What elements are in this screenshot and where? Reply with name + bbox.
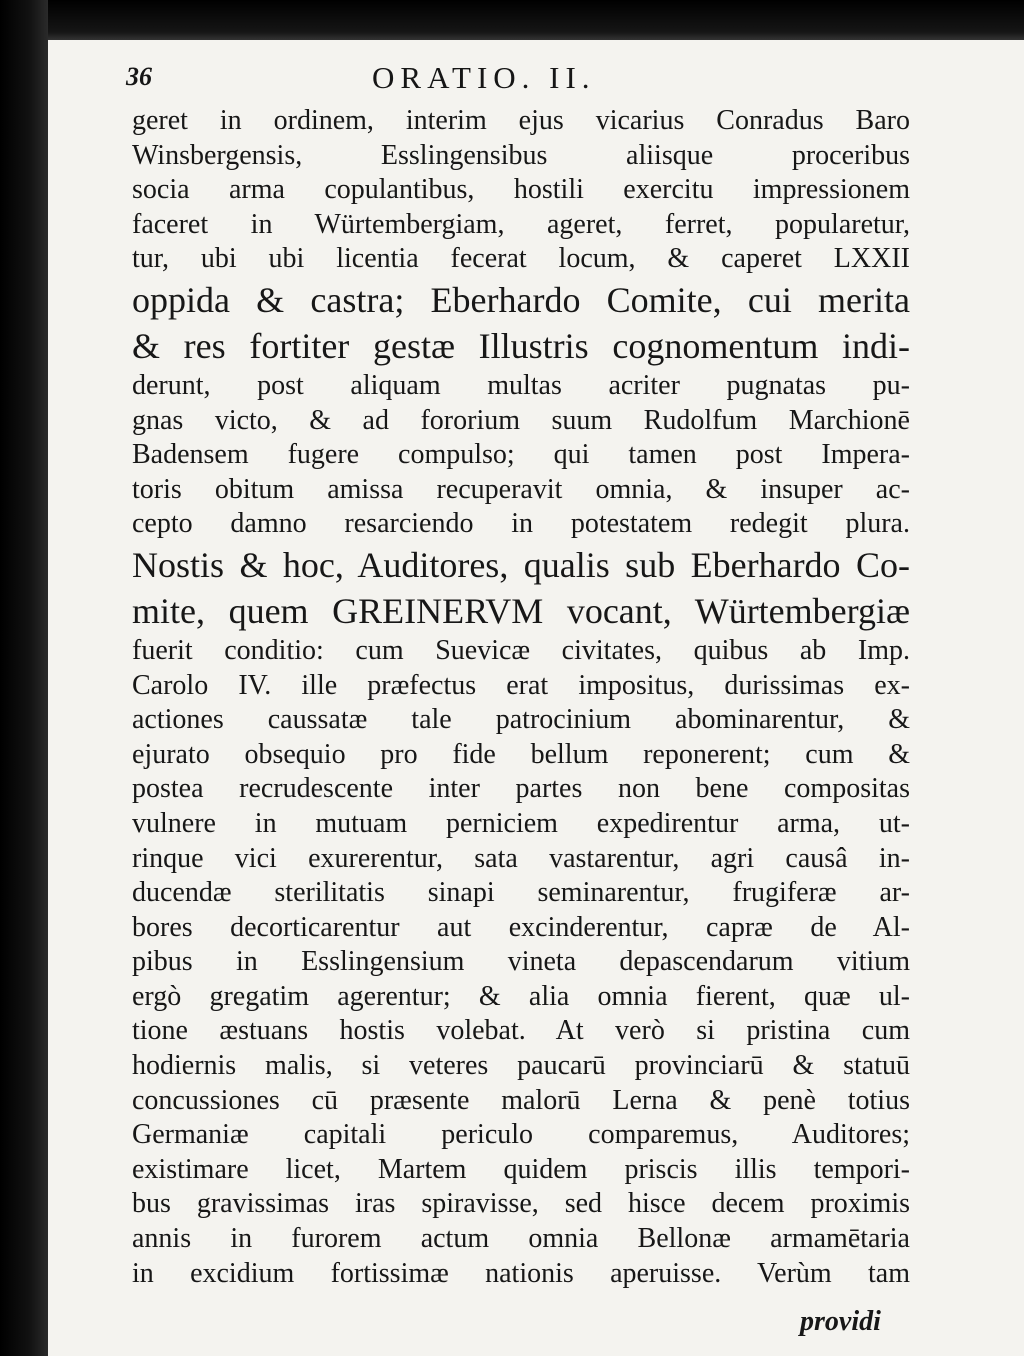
text-line: derunt, post aliquam multas acriter pugnatas pu- bbox=[132, 369, 910, 401]
text-line: vulnere in mutuam perniciem expedirentur arma, ut- bbox=[132, 807, 910, 839]
running-title: ORATIO. II. bbox=[372, 60, 596, 95]
text-line: ducendæ sterilitatis sinapi seminarentur, frugiferæ ar- bbox=[132, 877, 910, 909]
text-line: gnas victo, & ad fororium suum Rudolfum Marchionē bbox=[132, 404, 910, 436]
text-line: hodiernis malis, si veteres paucarū provinciarū & statuū bbox=[132, 1050, 910, 1082]
text-line: existimare licet, Martem quidem priscis illis tempori- bbox=[132, 1153, 910, 1185]
text-line: concussiones cū præsente malorū Lerna & penè totius bbox=[132, 1084, 910, 1116]
text-line: oppida & castra; Eberhardo Comite, cui merita bbox=[132, 279, 910, 320]
text-line: cepto damno resarciendo in potestatem redegit plura. bbox=[132, 508, 910, 540]
text-line: Nostis & hoc, Auditores, qualis sub Eberhardo Co- bbox=[132, 544, 910, 585]
text-line: fuerit conditio: cum Suevicæ civitates, quibus ab Imp. bbox=[132, 634, 910, 666]
text-line: & res fortiter gestæ Illustris cognomentum indi- bbox=[132, 325, 910, 366]
body-text bbox=[132, 104, 910, 1291]
text-line: actiones caussatæ tale patrocinium abominarentur, & bbox=[132, 704, 910, 736]
text-line: annis in furorem actum omnia Bellonæ armamētaria bbox=[132, 1223, 910, 1255]
text-line: tur, ubi ubi licentia fecerat locum, & caperet LXXII bbox=[132, 243, 910, 275]
text-line: geret in ordinem, interim ejus vicarius Conradus Baro bbox=[132, 105, 910, 136]
text-line: faceret in Würtembergiam, ageret, ferret, popularetur, bbox=[132, 208, 910, 240]
text-line: rinque vici exurerentur, sata vastarentur, agri causâ in- bbox=[132, 842, 910, 874]
text-line: socia arma copulantibus, hostili exercitu impressionem bbox=[132, 174, 910, 206]
text-line: tione æstuans hostis volebat. At verò si pristina cum bbox=[132, 1015, 910, 1047]
text-line: postea recrudescente inter partes non bene compositas bbox=[132, 773, 910, 805]
text-line: Carolo IV. ille præfectus erat impositus, durissimas ex- bbox=[132, 669, 910, 701]
page-number: 36 bbox=[126, 62, 152, 91]
text-line: pibus in Esslingensium vineta depascendarum vitium bbox=[132, 946, 910, 978]
text-line: bores decorticarentur aut excinderentur, capræ de Al- bbox=[132, 911, 910, 943]
text-line: toris obitum amissa recuperavit omnia, & insuper ac- bbox=[132, 473, 910, 505]
text-line: Germaniæ capitali periculo comparemus, Auditores; bbox=[132, 1119, 910, 1151]
catchword: providi bbox=[800, 1306, 881, 1337]
text-line: ergò gregatim agerentur; & alia omnia fierent, quæ ul- bbox=[132, 980, 910, 1012]
text-line: in excidium fortissimæ nationis aperuisse. Verùm tam bbox=[132, 1257, 910, 1289]
page-header bbox=[126, 58, 926, 98]
text-line: Winsbergensis, Esslingensibus aliisque proceribus bbox=[132, 139, 910, 171]
text-line: Badensem fugere compulso; qui tamen post Impera- bbox=[132, 439, 910, 471]
text-line: bus gravissimas iras spiravisse, sed hisce decem proximis bbox=[132, 1188, 910, 1220]
scan-top-margin bbox=[0, 0, 1024, 40]
text-line: ejurato obsequio pro fide bellum reponerent; cum & bbox=[132, 738, 910, 770]
scan-left-margin bbox=[0, 0, 48, 1356]
text-line: mite, quem GREINERVM vocant, Würtembergiæ bbox=[132, 590, 910, 631]
